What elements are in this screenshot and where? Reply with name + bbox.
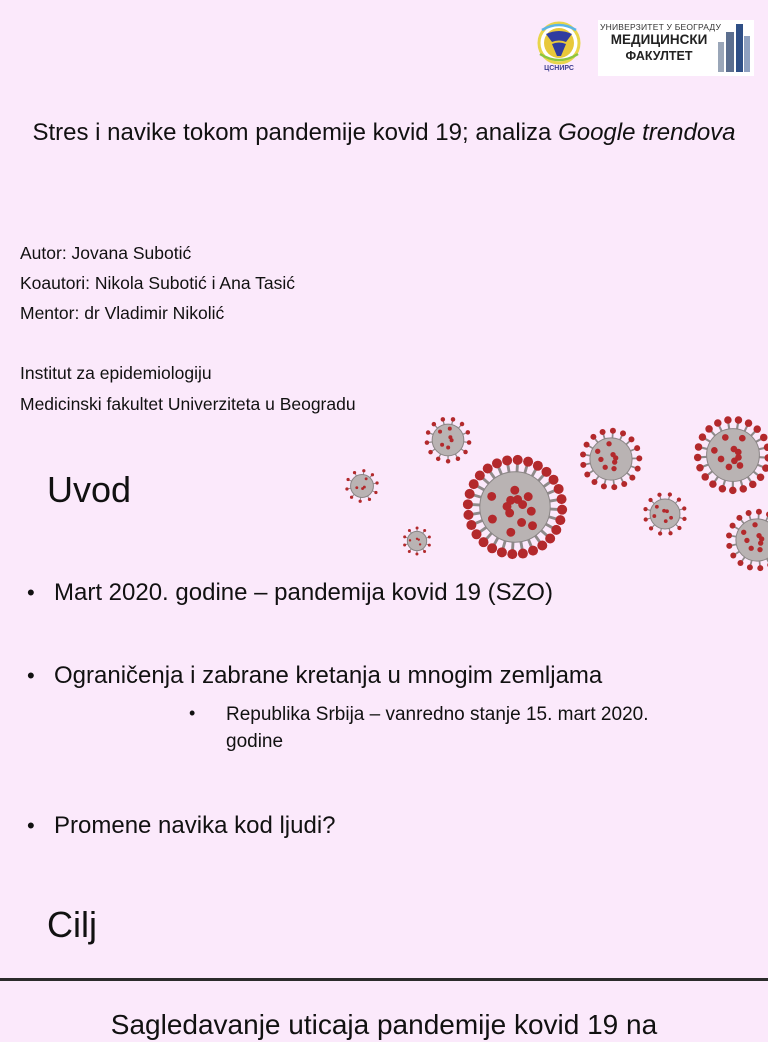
csnirs-logo-caption: ЦСНИРС bbox=[528, 65, 590, 72]
sub-bullet-line2: godine bbox=[226, 728, 283, 755]
virus-icon bbox=[643, 492, 686, 535]
sub-bullet-line1: Republika Srbija – vanredno stanje 15. mart 2020. bbox=[226, 701, 648, 728]
faculty-line: Medicinski fakultet Univerziteta u Beogradu bbox=[20, 394, 356, 414]
author-line: Autor: Jovana Subotić bbox=[20, 243, 191, 263]
medical-faculty-logo bbox=[598, 20, 754, 76]
title-main: Stres i navike tokom pandemije kovid 19; analiza bbox=[32, 119, 558, 146]
virus-icon bbox=[726, 509, 768, 571]
virus-icon bbox=[403, 527, 431, 556]
cilj-text: Sagledavanje uticaja pandemije kovid 19 na bbox=[0, 1008, 768, 1042]
bullet-icon: • bbox=[27, 661, 35, 691]
coauthors-line: Koautori: Nikola Subotić i Ana Tasić bbox=[20, 273, 295, 293]
virus-icon bbox=[694, 416, 768, 494]
virus-icon bbox=[425, 417, 472, 463]
virus-icon bbox=[463, 455, 567, 559]
cilj-heading: Cilj bbox=[47, 904, 97, 946]
institute-line: Institut za epidemiologiju bbox=[20, 363, 212, 383]
bullet-text: Mart 2020. godine – pandemija kovid 19 (SZO) bbox=[54, 578, 553, 608]
bullet-text: Promene navika kod ljudi? bbox=[54, 811, 336, 841]
mentor-line: Mentor: dr Vladimir Nikolić bbox=[20, 303, 224, 323]
bullet-text: Ograničenja i zabrane kretanja u mnogim zemljama bbox=[54, 661, 602, 691]
sub-bullet-icon: • bbox=[189, 700, 195, 727]
csnirs-logo bbox=[528, 20, 590, 78]
logo-faculty-line2: ФАКУЛТЕТ bbox=[600, 49, 718, 63]
logo-faculty-line1: МЕДИЦИНСКИ bbox=[600, 32, 718, 47]
virus-icon bbox=[580, 428, 642, 490]
virus-icon bbox=[345, 469, 378, 503]
bullet-icon: • bbox=[27, 578, 35, 608]
uvod-heading: Uvod bbox=[47, 469, 131, 511]
bullet-icon: • bbox=[27, 811, 35, 841]
title-italic: Google trendova bbox=[558, 119, 735, 146]
section-divider bbox=[0, 978, 768, 981]
building-icon bbox=[716, 22, 752, 74]
slide-title bbox=[20, 114, 748, 151]
logo-university-line: УНИВЕРЗИТЕТ У БЕОГРАДУ bbox=[600, 22, 718, 32]
